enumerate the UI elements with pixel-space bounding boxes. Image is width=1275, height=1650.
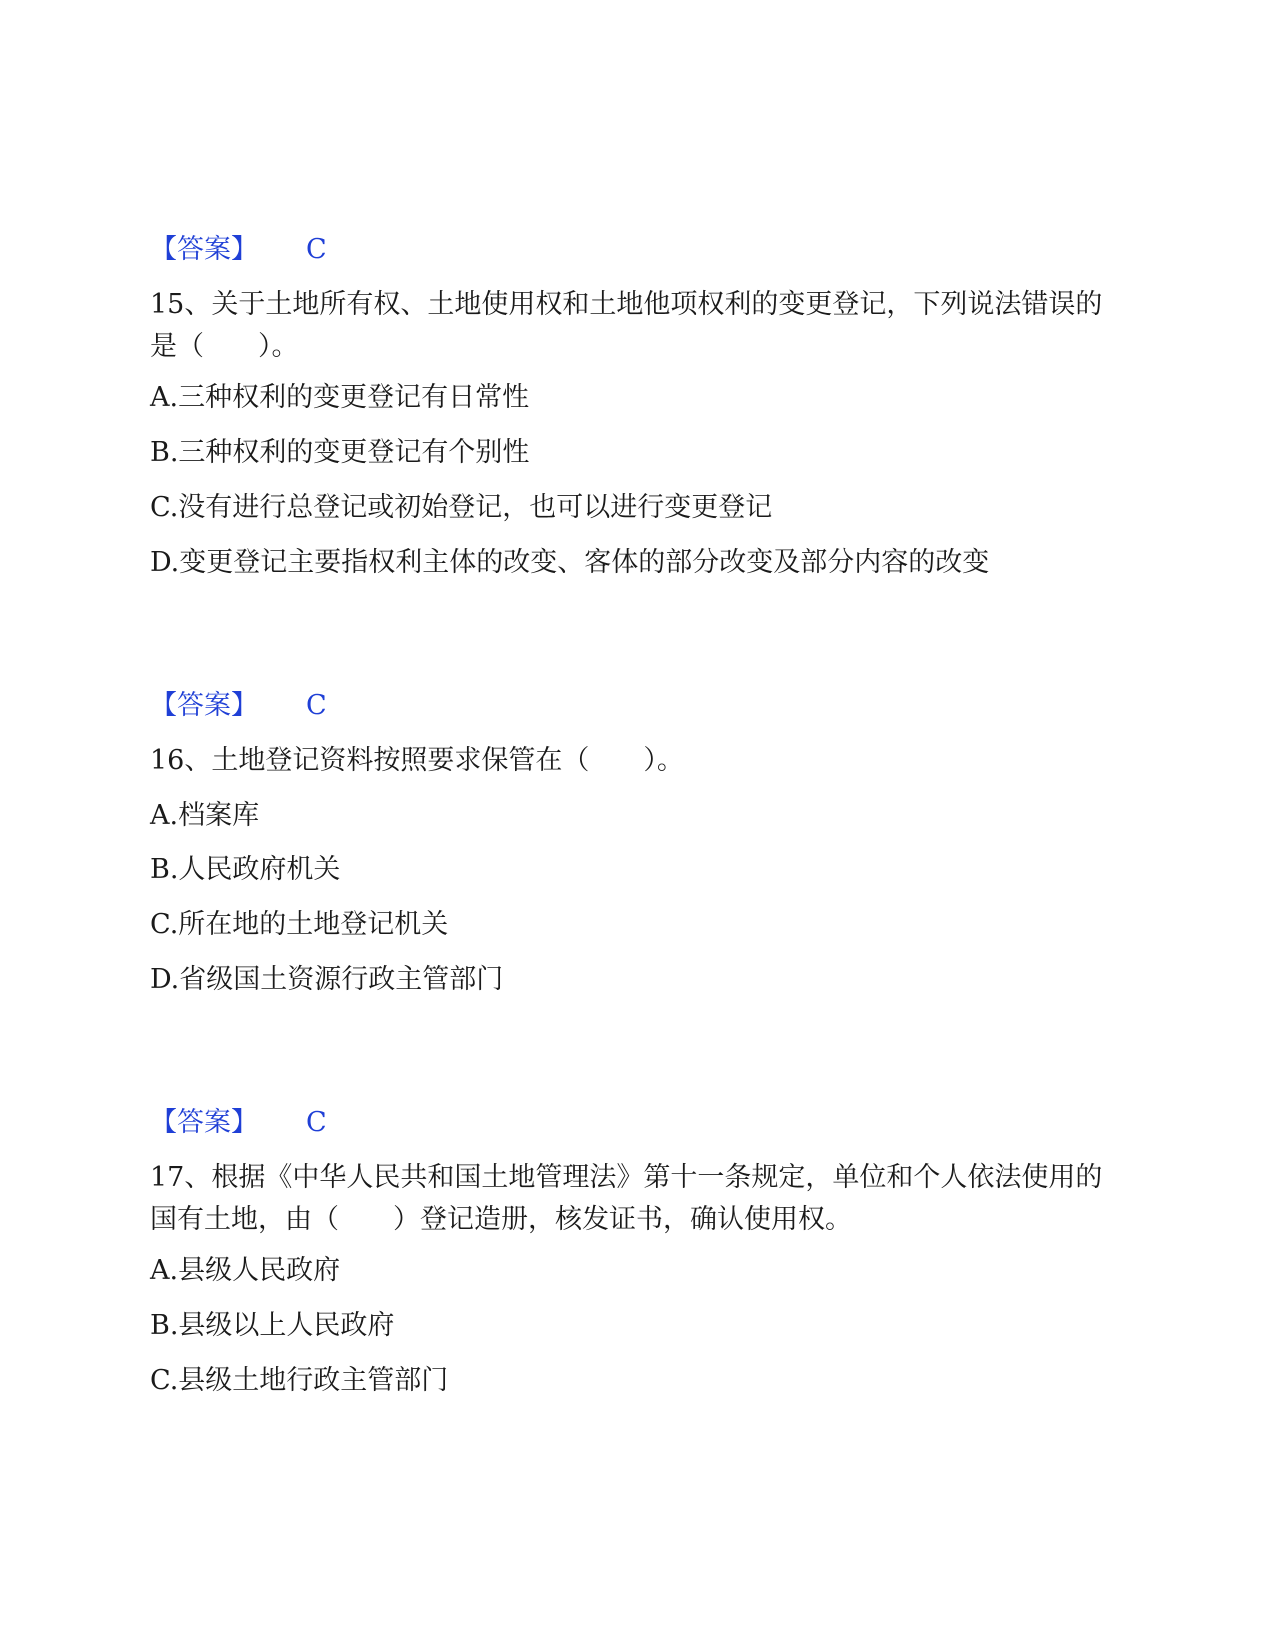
answer-value: C	[306, 234, 327, 265]
option-d: D.省级国土资源行政主管部门	[150, 964, 504, 995]
question-text: 17、根据《中华人民共和国土地管理法》第十一条规定，单位和个人依法使用的国有土地，由（ ）登记造册，核发证书，确认使用权。	[150, 1162, 1103, 1235]
option-a: A.三种权利的变更登记有日常性	[150, 382, 530, 413]
answer-label: 【答案】	[150, 234, 258, 265]
question-text: 16、土地登记资料按照要求保管在（ ）。	[150, 745, 684, 776]
answer-value: C	[306, 1107, 327, 1138]
answer-label: 【答案】	[150, 690, 258, 721]
option-c: C.没有进行总登记或初始登记，也可以进行变更登记	[150, 492, 773, 523]
option-d: D.变更登记主要指权利主体的改变、客体的部分改变及部分内容的改变	[150, 547, 990, 578]
option-a: A.县级人民政府	[150, 1255, 341, 1286]
option-b: B.三种权利的变更登记有个别性	[150, 437, 530, 468]
answer-line	[150, 689, 327, 723]
option-b: B.县级以上人民政府	[150, 1310, 395, 1341]
answer-line	[150, 1106, 327, 1140]
answer-value: C	[306, 690, 327, 721]
answer-label: 【答案】	[150, 1107, 258, 1138]
option-c: C.所在地的土地登记机关	[150, 909, 449, 940]
option-a: A.档案库	[150, 800, 260, 831]
option-b: B.人民政府机关	[150, 854, 341, 885]
answer-line	[150, 233, 327, 267]
question-text: 15、关于土地所有权、土地使用权和土地他项权利的变更登记，下列说法错误的是（ ）。	[150, 289, 1103, 362]
option-c: C.县级土地行政主管部门	[150, 1365, 449, 1396]
